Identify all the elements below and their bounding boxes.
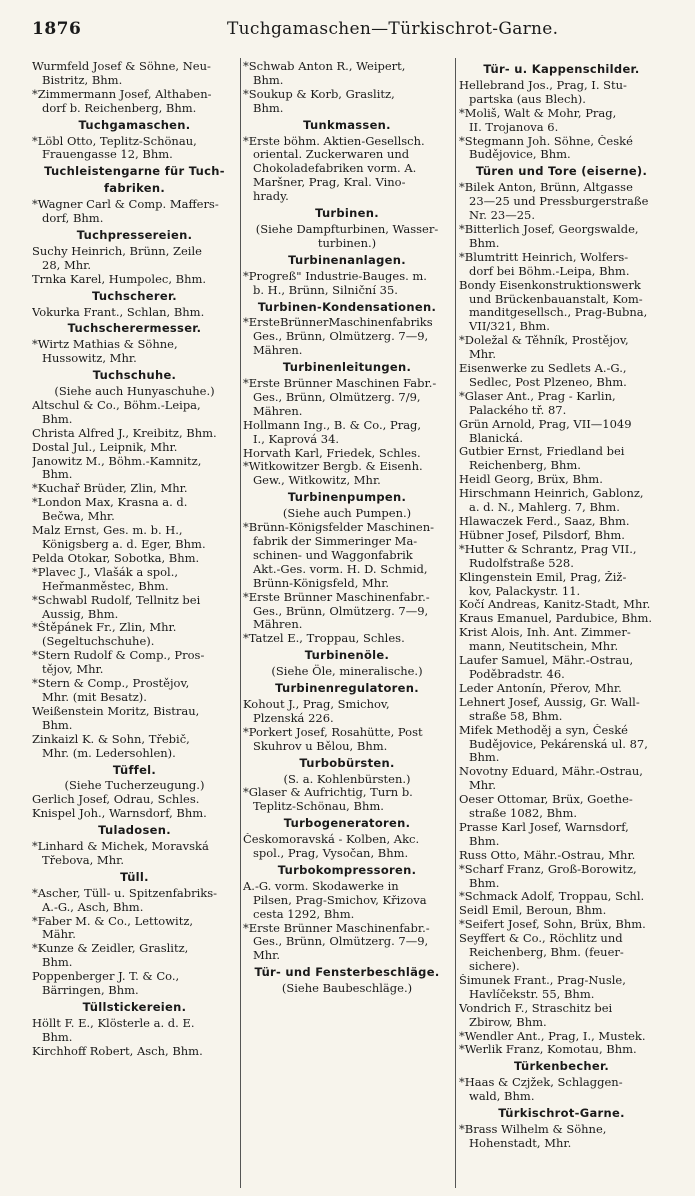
entry-continuation: Ges., Brünn, Olmützerg. 7/9, xyxy=(253,390,421,404)
entry-continuation: Poděbradstr. 46. xyxy=(469,667,565,681)
directory-entry: Knispel Joh., Warnsdorf, Bhm. xyxy=(32,807,207,821)
section-heading: Turbinen-Kondensationen. xyxy=(257,299,437,314)
directory-entry: Wurmfeld Josef & Söhne, Neu- xyxy=(32,60,211,73)
entry-continuation: Aussig, Bhm. xyxy=(42,607,119,621)
entry-continuation: Königsberg a. d. Eger, Bhm. xyxy=(42,538,206,551)
directory-entry: A.-G. vorm. Skodawerke in xyxy=(243,879,399,893)
directory-entry: *Schmack Adolf, Troppau, Schl. xyxy=(459,890,645,904)
entry-continuation: Mähren. xyxy=(253,618,303,632)
directory-entry: Lehnert Josef, Aussig, Gr. Wall- xyxy=(459,695,640,709)
directory-entry: *Scharf Franz, Groß-Borowitz, xyxy=(459,862,637,876)
section-heading: Türen und Tore (eiserne). xyxy=(475,164,648,179)
directory-entry: *Haas & Czjžek, Schlaggen- xyxy=(459,1076,623,1090)
directory-entry: Pelda Otokar, Sobotka, Bhm. xyxy=(32,551,200,565)
directory-entry: Vokurka Frant., Schlan, Bhm. xyxy=(32,305,205,319)
section-heading: Turbinenöle. xyxy=(304,648,390,663)
entry-continuation: Mhr. xyxy=(469,779,497,793)
directory-entry: *Moliš, Walt & Mohr, Prag, xyxy=(459,106,617,120)
directory-entry: Poppenberger J. T. & Co., xyxy=(32,970,180,984)
directory-entry: *Glaser & Aufrichtig, Turn b. xyxy=(243,786,413,800)
entry-continuation: Ges., Brünn, Olmützerg. 7—9, xyxy=(253,604,429,618)
directory-entry: *Faber M. & Co., Lettowitz, xyxy=(32,914,194,928)
directory-entry: *Linhard & Michek, Moravská xyxy=(32,840,209,854)
entry-continuation: Havlíčekstr. 55, Bhm. xyxy=(469,987,595,1001)
cross-reference-note: (Siehe Dampfturbinen, Wasser- xyxy=(255,221,439,236)
section-heading: Turbokompressoren. xyxy=(277,862,417,877)
cross-reference-note: (Siehe Tucherzeugung.) xyxy=(64,778,205,793)
cross-reference-note: (Siehe Öle, mineralische.) xyxy=(271,664,423,679)
entry-continuation: Hohenstadt, Mhr. xyxy=(469,1136,572,1150)
entry-continuation: Mhr. xyxy=(253,949,281,963)
directory-entry: Novotny Eduard, Mähr.-Ostrau, xyxy=(459,765,643,779)
entry-continuation: (Segeltuchschuhe). xyxy=(42,635,155,649)
directory-entry: Leder Antonín, Přerov, Mhr. xyxy=(459,681,622,695)
entry-continuation: Skuhrov u Bělou, Bhm. xyxy=(253,739,388,753)
directory-entry: Hübner Josef, Pilsdorf, Bhm. xyxy=(459,528,625,542)
entry-continuation: Ges., Brünn, Olmützerg. 7—9, xyxy=(253,935,429,949)
entry-continuation: Reichenberg, Bhm. xyxy=(469,459,581,473)
directory-entry: *Bilek Anton, Brünn, Altgasse xyxy=(459,181,633,195)
entry-continuation: dorf bei Böhm.-Leipa, Bhm. xyxy=(469,264,630,278)
directory-entry: *Hutter & Schrantz, Prag VII., xyxy=(459,542,637,556)
entry-continuation: Třebova, Mhr. xyxy=(42,853,124,867)
directory-entry: *Tatzel E., Troppau, Schles. xyxy=(243,632,405,646)
directory-entry: Mifek Methoděj a syn, České xyxy=(459,723,628,737)
entry-continuation: Bärringen, Bhm. xyxy=(42,984,139,998)
directory-entry: Laufer Samuel, Mähr.-Ostrau, xyxy=(459,654,634,668)
directory-entry: *Erste Brünner Maschinenfabr.- xyxy=(243,590,430,604)
entry-continuation: Zbirow, Bhm. xyxy=(469,1015,547,1029)
entry-continuation: Palackého tř. 87. xyxy=(469,403,567,417)
entry-continuation: Hussowitz, Mhr. xyxy=(42,352,137,366)
entry-continuation: tějov, Mhr. xyxy=(42,663,104,677)
directory-entry: *Plavec J., Vlašák a spol., xyxy=(32,565,179,579)
entry-continuation: straße 58, Bhm. xyxy=(469,709,563,723)
directory-entry: *Schwabl Rudolf, Tellnitz bei xyxy=(32,593,201,607)
entry-continuation: Rudolfstraße 528. xyxy=(469,556,574,570)
section-heading: Turbinenleitungen. xyxy=(282,360,412,375)
directory-entry: Hlawaczek Ferd., Saaz, Bhm. xyxy=(459,515,630,528)
column-middle xyxy=(243,60,451,1195)
directory-entry: *Kunze & Zeidler, Graslitz, xyxy=(32,942,189,956)
directory-entry: Höllt F. E., Klösterle a. d. E. xyxy=(32,1016,195,1030)
entry-continuation: I., Kaprová 34. xyxy=(253,432,340,446)
entry-continuation: Bhm. xyxy=(469,876,500,890)
page-header xyxy=(32,14,672,44)
entry-continuation: Sedlec, Post Plzeneo, Bhm. xyxy=(469,375,627,389)
directory-entry: Krist Alois, Inh. Ant. Zimmer- xyxy=(459,626,631,640)
entry-continuation: Bhm. xyxy=(42,718,73,732)
directory-entry: Altschul & Co., Böhm.-Leipa, xyxy=(32,398,201,412)
directory-entry: *Witkowitzer Bergb. & Eisenh. xyxy=(243,460,423,474)
entry-continuation: Blanická. xyxy=(469,431,523,445)
directory-entry: *Schwab Anton R., Weipert, xyxy=(243,60,406,73)
directory-entry: *Stern & Comp., Prostějov, xyxy=(32,677,190,691)
entry-continuation: A.-G., Asch, Bhm. xyxy=(42,900,144,914)
directory-entry: Českomoravská - Kolben, Akc. xyxy=(243,833,420,847)
directory-entry: *ErsteBrünnerMaschinenfabriks xyxy=(243,316,433,330)
directory-entry: *Bitterlich Josef, Georgswalde, xyxy=(459,222,639,236)
directory-entry: *Löbl Otto, Teplitz-Schönau, xyxy=(32,134,197,148)
entry-continuation: a. d. N., Mahlerg. 7, Bhm. xyxy=(469,501,620,515)
directory-entry: *Wirtz Mathias & Söhne, xyxy=(32,338,178,352)
entry-continuation: Bečwa, Mhr. xyxy=(42,510,115,524)
directory-entry: Janowitz M., Böhm.-Kamnitz, xyxy=(32,454,202,468)
directory-entry: *Soukup & Korb, Graslitz, xyxy=(243,87,395,101)
section-heading: Tunkmassen. xyxy=(303,117,391,132)
section-heading: Turbinenregulatoren. xyxy=(275,681,419,696)
entry-continuation: Bhm. xyxy=(42,956,73,970)
directory-entry: *Erste Brünner Maschinenfabr.- xyxy=(243,921,430,935)
entry-continuation: Akt.-Ges. vorm. H. D. Schmid, xyxy=(253,562,428,576)
directory-entry: Gutbier Ernst, Friedland bei xyxy=(459,445,625,459)
entry-continuation: spol., Prag, Vysočan, Bhm. xyxy=(253,847,409,861)
directory-entry: *Doležal & Těhník, Prostějov, xyxy=(459,334,629,348)
section-heading: Tuchscherer. xyxy=(92,288,177,303)
column-divider xyxy=(455,58,456,1188)
section-heading: Tuchschuhe. xyxy=(92,368,177,383)
cross-reference-note: (Siehe auch Hunyaschuhe.) xyxy=(54,384,215,399)
directory-entry: Kohout J., Prag, Smichov, xyxy=(243,697,390,711)
section-heading: Tuchscherermesser. xyxy=(67,321,202,336)
directory-entry: Bondy Eisenkonstruktionswerk xyxy=(459,278,641,292)
entry-continuation: Bhm. xyxy=(253,101,284,115)
section-heading: Tüll. xyxy=(120,869,149,884)
entry-continuation: Heřmanměstec, Bhm. xyxy=(42,579,169,593)
directory-entry: *Stern Rudolf & Comp., Pros- xyxy=(32,649,205,663)
entry-continuation: dorf, Bhm. xyxy=(42,212,104,226)
directory-entry: Russ Otto, Mähr.-Ostrau, Mhr. xyxy=(459,848,636,862)
entry-continuation: Mhr. (mit Besatz). xyxy=(42,690,147,704)
directory-entry: *Progreß" Industrie-Bauges. m. xyxy=(243,269,427,283)
section-heading: Türkischrot-Garne. xyxy=(498,1106,625,1121)
entry-continuation: Bhm. xyxy=(42,412,73,426)
entry-continuation: Ges., Brünn, Olmützerg. 7—9, xyxy=(253,330,429,344)
entry-continuation: kov, Palackystr. 11. xyxy=(469,584,581,598)
entry-continuation: Brünn-Königsfeld, Mhr. xyxy=(253,576,390,590)
section-heading: fabriken. xyxy=(103,181,165,196)
entry-continuation: 28, Mhr. xyxy=(42,258,92,272)
section-heading: Türkenbecher. xyxy=(513,1059,610,1074)
directory-entry: *Erste Brünner Maschinen Fabr.- xyxy=(243,377,437,391)
entry-continuation: Budějovice, Pekárenská ul. 87, xyxy=(469,737,648,751)
column-left xyxy=(32,60,237,1195)
entry-continuation: dorf b. Reichenberg, Bhm. xyxy=(42,101,197,115)
directory-entry: Weißenstein Moritz, Bistrau, xyxy=(32,704,200,718)
directory-entry: *Kuchař Brüder, Zlin, Mhr. xyxy=(32,482,188,496)
entry-continuation: Mähr. xyxy=(42,928,76,942)
entry-continuation: hrady. xyxy=(253,190,289,204)
entry-continuation: Budějovice, Bhm. xyxy=(469,148,571,162)
entry-continuation: b. H., Brünn, Silniční 35. xyxy=(253,283,398,297)
entry-continuation: Gew., Witkowitz, Mhr. xyxy=(253,474,381,488)
section-heading: Tuchleistengarne für Tuch- xyxy=(44,164,225,179)
entry-continuation: Bhm. xyxy=(42,468,73,482)
entry-continuation: Bhm. xyxy=(469,834,500,848)
directory-entry: Seyffert & Co., Röchlitz und xyxy=(459,932,623,946)
section-heading: Tür- und Fensterbeschläge. xyxy=(254,965,440,980)
section-heading: Tuladosen. xyxy=(98,823,171,838)
entry-continuation: schinen- und Waggonfabrik xyxy=(253,548,413,562)
entry-continuation: Nr. 23—25. xyxy=(469,209,536,223)
directory-entry: Vondrich F., Straschitz bei xyxy=(459,1001,613,1015)
directory-entry: *Erste böhm. Aktien-Gesellsch. xyxy=(243,134,425,148)
directory-entry: *Werlik Franz, Komotau, Bhm. xyxy=(459,1043,637,1057)
page-title: Tuchgamaschen—Türkischrot-Garne. xyxy=(227,19,559,39)
entry-continuation: Plzenská 226. xyxy=(253,711,334,725)
entry-continuation: VII/321, Bhm. xyxy=(469,320,550,334)
directory-entry: *Glaser Ant., Prag - Karlin, xyxy=(459,389,616,403)
entry-continuation: Teplitz-Schönau, Bhm. xyxy=(253,800,384,814)
entry-continuation: Reichenberg, Bhm. (feuer- xyxy=(469,946,624,960)
entry-continuation: Mähren. xyxy=(253,404,303,418)
directory-entry: *London Max, Krasna a. d. xyxy=(32,496,188,510)
section-heading: Turbinenpumpen. xyxy=(287,490,407,505)
page-number: 1876 xyxy=(32,19,82,39)
directory-entry: Kočí Andreas, Kanitz-Stadt, Mhr. xyxy=(459,598,651,612)
entry-continuation: 23—25 und Pressburgerstraße xyxy=(469,195,649,209)
directory-entry: Šimunek Frant., Prag-Nusle, xyxy=(459,973,626,987)
directory-entry: *Štěpánek Fr., Zlin, Mhr. xyxy=(32,621,177,635)
directory-entry: *Blumtritt Heinrich, Wolfers- xyxy=(459,250,629,264)
directory-entry: Eisenwerke zu Sedlets A.-G., xyxy=(459,362,627,376)
directory-entry: Prasse Karl Josef, Warnsdorf, xyxy=(459,820,629,834)
directory-entry: Zinkaizl K. & Sohn, Třebič, xyxy=(32,732,190,746)
entry-continuation: Bhm. xyxy=(469,751,500,765)
entry-continuation: cesta 1292, Bhm. xyxy=(253,907,355,921)
directory-entry: Dostal Jul., Leipnik, Mhr. xyxy=(32,440,178,454)
directory-entry: *Wendler Ant., Prag, I., Mustek. xyxy=(459,1029,646,1043)
entry-continuation: wald, Bhm. xyxy=(469,1090,535,1104)
directory-entry: Suchy Heinrich, Brünn, Zeile xyxy=(32,244,202,258)
entry-continuation: Bistritz, Bhm. xyxy=(42,73,123,87)
cross-reference-note: (S. a. Kohlenbürsten.) xyxy=(283,771,411,786)
entry-continuation: Mhr. (m. Ledersohlen). xyxy=(42,746,176,760)
directory-entry: Heidl Georg, Brüx, Bhm. xyxy=(459,473,603,487)
entry-continuation: Maršner, Prag, Kral. Vino- xyxy=(253,176,406,190)
section-heading: Tüllstickereien. xyxy=(82,1000,187,1014)
directory-entry: *Stegmann Joh. Söhne, České xyxy=(459,134,633,148)
directory-entry: Grün Arnold, Prag, VII—1049 xyxy=(459,417,632,431)
section-heading: Tüffel. xyxy=(112,762,157,777)
entry-continuation: Bhm. xyxy=(42,1030,73,1044)
directory-entry: *Porkert Josef, Rosahütte, Post xyxy=(243,725,423,739)
directory-entry: *Zimmermann Josef, Althaben- xyxy=(32,87,212,101)
entry-continuation: Mähren. xyxy=(253,344,303,358)
directory-entry: Hellebrand Jos., Prag, I. Stu- xyxy=(459,78,627,92)
column-divider xyxy=(240,58,241,1188)
cross-reference-note: turbinen.) xyxy=(317,235,377,250)
directory-entry: Horvath Karl, Friedek, Schles. xyxy=(243,446,421,460)
entry-continuation: mann, Neutitschein, Mhr. xyxy=(469,640,619,654)
directory-entry: *Wagner Carl & Comp. Maffers- xyxy=(32,198,219,212)
section-heading: Tuchgamaschen. xyxy=(78,117,191,132)
entry-continuation: Bhm. xyxy=(253,73,284,87)
section-heading: Tür- u. Kappenschilder. xyxy=(483,62,640,76)
entry-continuation: und Brückenbauanstalt, Kom- xyxy=(469,292,643,306)
directory-entry: *Brass Wilhelm & Söhne, xyxy=(459,1122,607,1136)
directory-entry: Klingenstein Emil, Prag, Žiž- xyxy=(459,570,627,584)
directory-entry: Hollmann Ing., B. & Co., Prag, xyxy=(243,418,422,432)
directory-entry: Trnka Karel, Humpolec, Bhm. xyxy=(32,272,207,286)
cross-reference-note: (Siehe Baubeschläge.) xyxy=(281,981,413,996)
entry-continuation: II. Trojanova 6. xyxy=(469,120,559,134)
directory-entry: Malz Ernst, Ges. m. b. H., xyxy=(32,524,183,538)
section-heading: Tuchpressereien. xyxy=(76,227,193,242)
directory-entry: Gerlich Josef, Odrau, Schles. xyxy=(32,793,200,807)
directory-entry: *Ascher, Tüll- u. Spitzenfabriks- xyxy=(32,886,218,900)
cross-reference-note: (Siehe auch Pumpen.) xyxy=(282,506,412,521)
directory-entry: Oeser Ottomar, Brüx, Goethe- xyxy=(459,793,633,807)
directory-entry: Kraus Emanuel, Pardubice, Bhm. xyxy=(459,612,653,626)
section-heading: Turbinenanlagen. xyxy=(288,252,406,267)
entry-continuation: manditgesellsch., Prag-Bubna, xyxy=(469,306,648,320)
entry-continuation: Chokoladefabriken vorm. A. xyxy=(253,162,417,176)
entry-continuation: Mhr. xyxy=(469,348,497,362)
column-right xyxy=(459,60,664,1195)
entry-continuation: sichere). xyxy=(469,960,520,973)
directory-entry: Hirschmann Heinrich, Gablonz, xyxy=(459,487,644,501)
entry-continuation: Pilsen, Prag-Smichov, Křizova xyxy=(253,893,427,907)
directory-entry: *Brünn-Königsfelder Maschinen- xyxy=(243,521,434,535)
section-heading: Turbobürsten. xyxy=(299,755,395,770)
entry-continuation: straße 1082, Bhm. xyxy=(469,807,578,821)
directory-entry: Christa Alfred J., Kreibitz, Bhm. xyxy=(32,426,217,440)
entry-continuation: Frauengasse 12, Bhm. xyxy=(42,148,173,162)
directory-entry: Kirchhoff Robert, Asch, Bhm. xyxy=(32,1044,203,1058)
entry-continuation: oriental. Zuckerwaren und xyxy=(253,148,410,162)
directory-entry: *Seifert Josef, Sohn, Brüx, Bhm. xyxy=(459,918,646,932)
entry-continuation: fabrik der Simmeringer Ma- xyxy=(253,535,418,548)
entry-continuation: partska (aus Blech). xyxy=(469,92,586,106)
section-heading: Turbinen. xyxy=(315,206,379,221)
section-heading: Turbogeneratoren. xyxy=(283,816,411,831)
entry-continuation: Bhm. xyxy=(469,236,500,250)
directory-entry: Seidl Emil, Beroun, Bhm. xyxy=(459,904,607,918)
